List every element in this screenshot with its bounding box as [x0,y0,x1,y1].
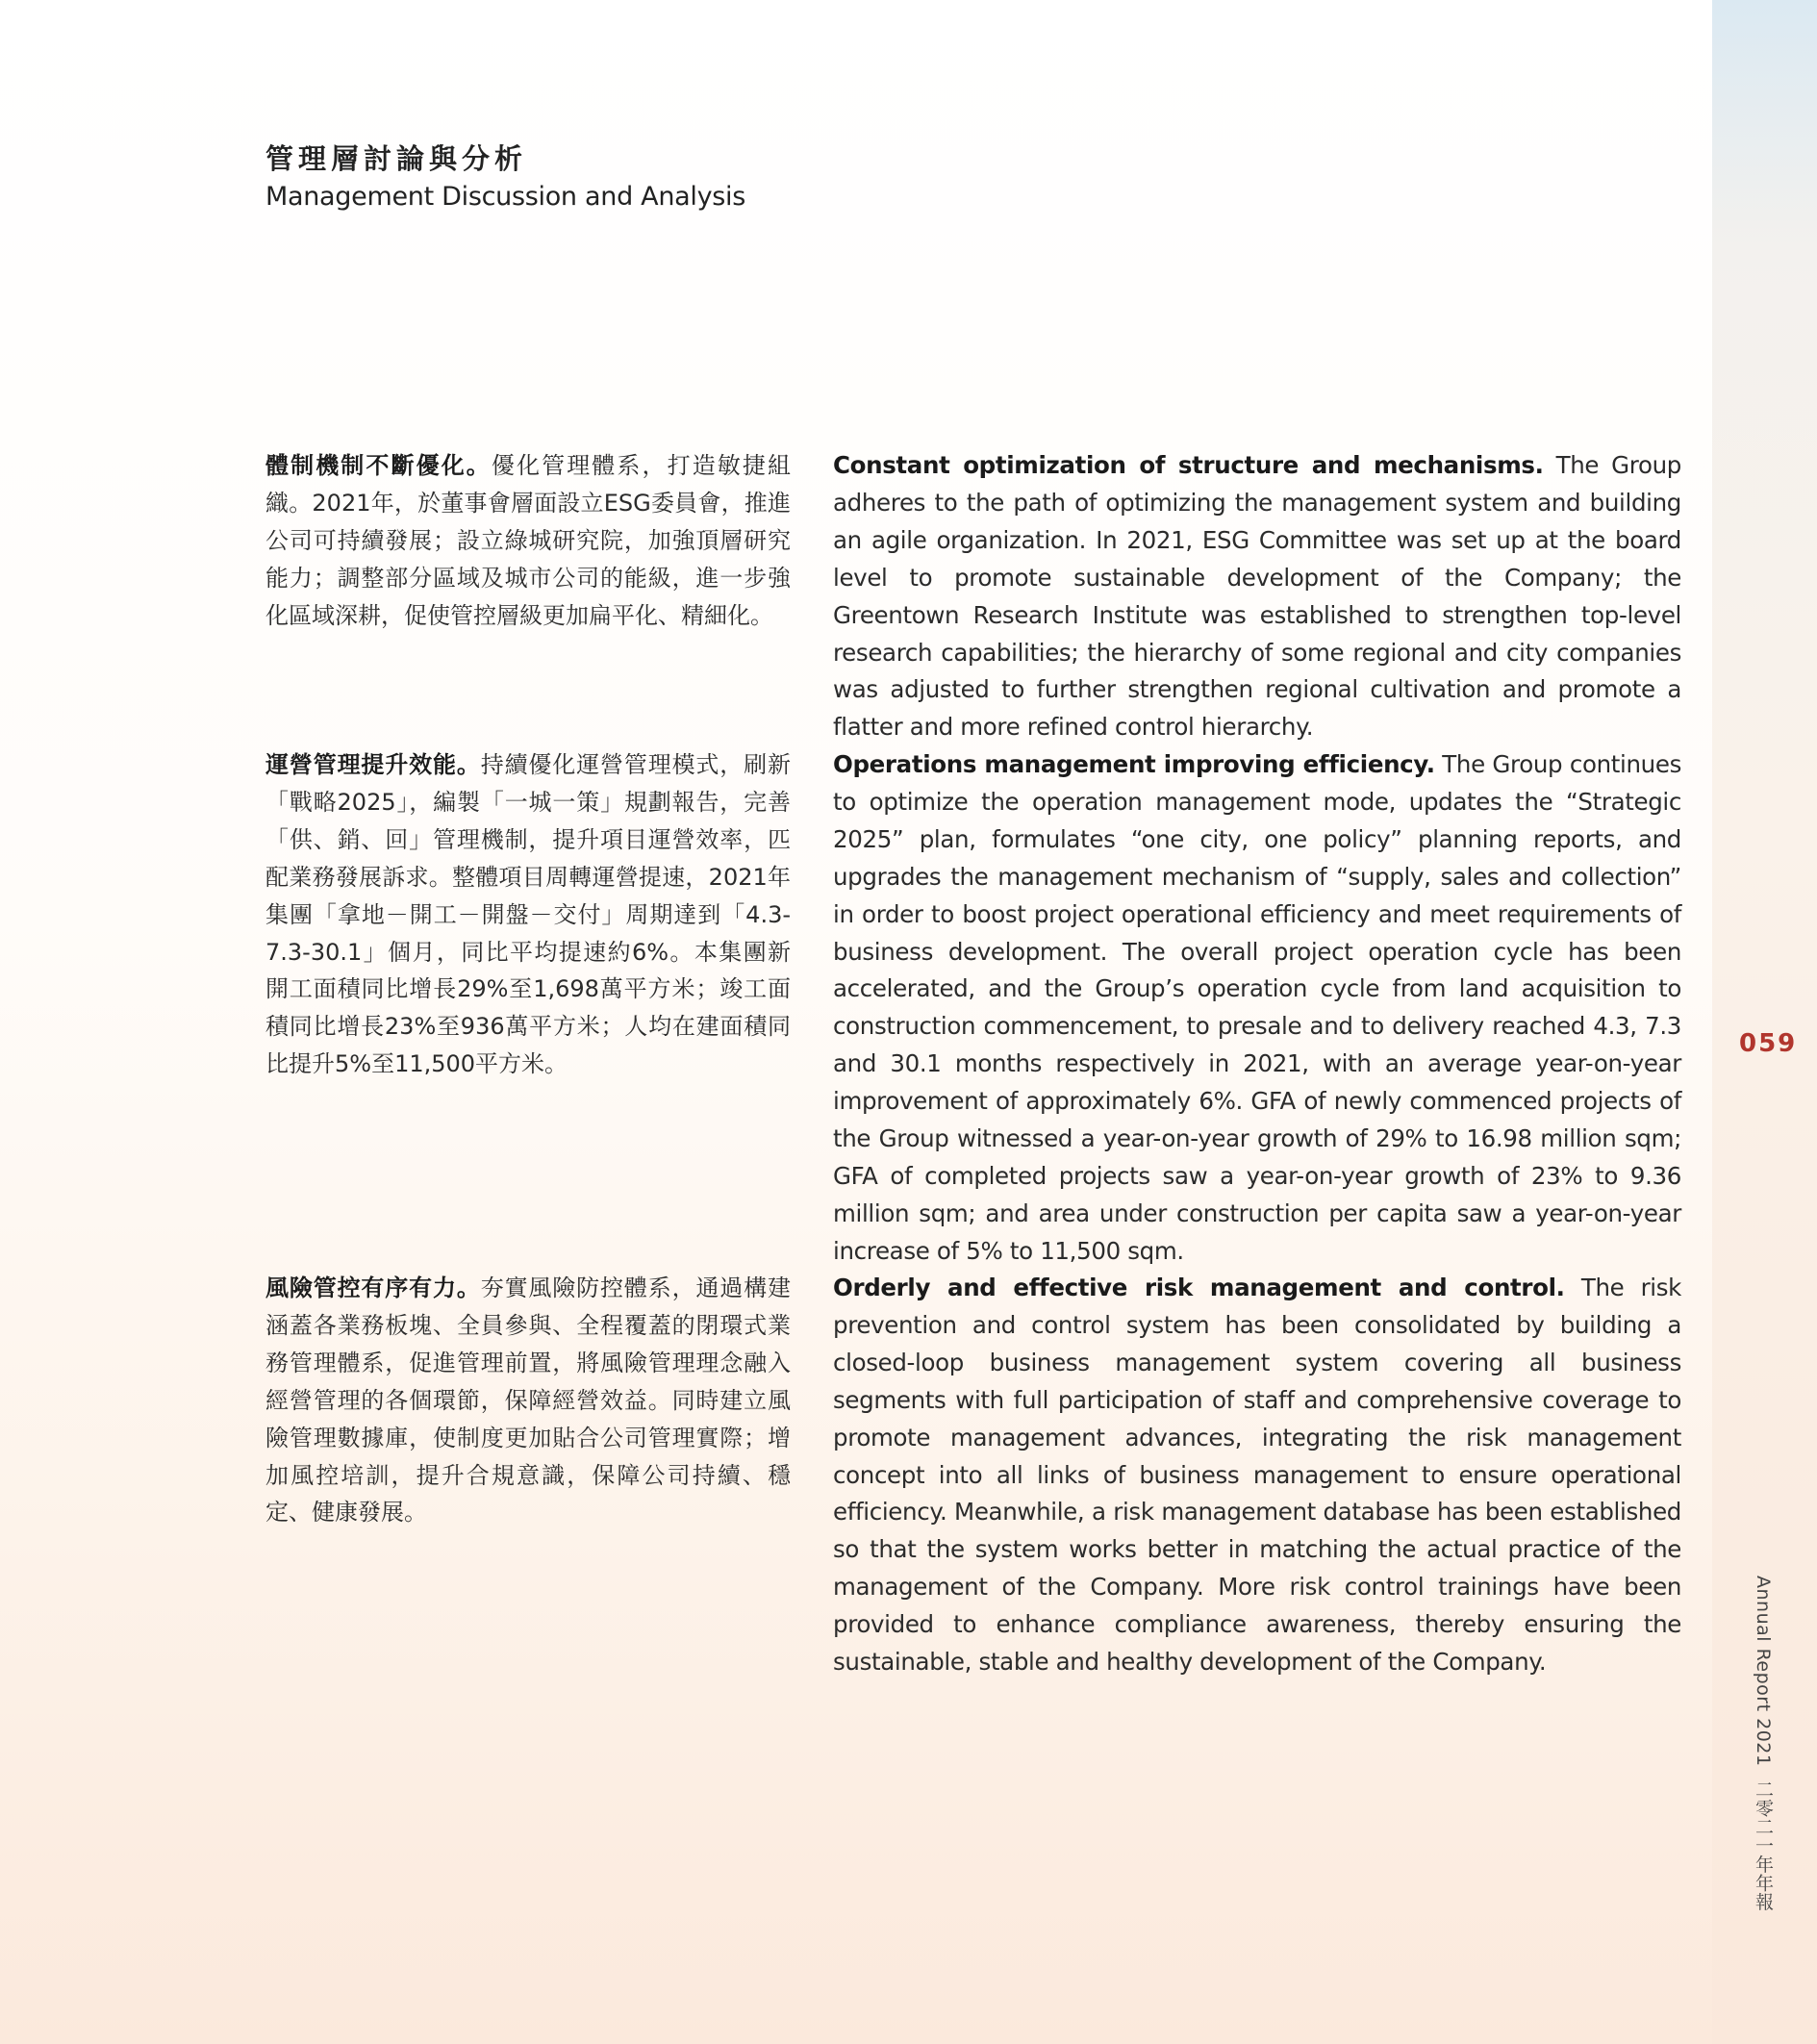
section-lead-en: Constant optimization of structure and mechanisms. [833,451,1544,479]
section-structure-zh [265,447,791,635]
section-body-zh: 夯實風險防控體系，通過構建涵蓋各業務板塊、全員參與、全程覆蓋的閉環式業務管理體系，促進管理前置，將風險管理理念融入經營管理的各個環節，保障經營效益。同時建立風險管理數據庫，使制度更加貼合公司管理實際；增加風控培訓，提升合規意識，保障公司持續、穩定、健康發展。 [265,1274,792,1527]
section-risk-en [833,1270,1681,1681]
section-body-zh: 持續優化運營管理模式，刷新「戰略2025」，編製「一城一策」規劃報告，完善「供、銷、回」管理機制，提升項目運營效率，匹配業務發展訴求。整體項目周轉運營提速，2021年集團「拿地－開工－開盤－交付」周期達到「4.3-7.3-30.1」個月，同比平均提速約6%。本集團新開工面積同比增長29%至1,698萬平方米；竣工面積同比增長23%至936萬平方米；人均在建面積同比提升5%至11,500平方米。 [265,751,792,1078]
section-body-en: The Group continues to optimize the operation management mode, updates the “Strategic 2025” plan, formulates “one city, one policy” planning reports, and upgrades the management mechanism of “supply, sales and collection” in order to boost project operational efficiency and meet requirements of business development. The overall project operation cycle has been accelerated, and the Group’s operation cycle from land acquisition to construction commencement, to presale and to delivery reached 4.3, 7.3 and 30.1 months respectively in 2021, with an average year-on-year improvement of approximately 6%. GFA of newly commenced projects of the Group witnessed a year-on-year growth of 29% to 16.98 million sqm; GFA of completed projects saw a year-on-year growth of 23% to 9.36 million sqm; and area under construction per capita saw a year-on-year increase of 5% to 11,500 sqm. [833,750,1681,1265]
section-operations-zh [265,746,791,1083]
page-header [265,139,745,214]
section-lead-zh: 風險管控有序有力。 [265,1274,481,1301]
section-structure-en [833,447,1681,746]
page-title-en: Management Discussion and Analysis [265,182,746,212]
section-risk-zh [265,1270,791,1531]
section-lead-en: Orderly and effective risk management and control. [833,1274,1565,1301]
page-title-zh: 管理層討論與分析 [265,142,528,175]
page-number: 059 [1739,1029,1798,1058]
section-lead-zh: 運營管理提升效能。 [265,751,481,778]
report-footer [1751,1576,1777,1911]
report-title-zh: 二零二一年年報 [1753,1779,1774,1911]
section-lead-zh: 體制機制不斷優化。 [265,452,492,479]
report-title-en: Annual Report 2021 [1753,1576,1774,1767]
section-body-en: The Group adheres to the path of optimizing the management system and building an agile organization. In 2021, ESG Committee was set up at the board level to promote sustainable development of the Company; the Greentown Research Institute was established to strengthen top-level research capabilities; the hierarchy of some regional and city companies was adjusted to further strengthen regional cultivation and promote a flatter and more refined control hierarchy. [833,451,1681,742]
section-lead-en: Operations management improving efficiency. [833,750,1435,778]
section-operations-en [833,746,1681,1271]
section-body-zh: 優化管理體系，打造敏捷組織。2021年，於董事會層面設立ESG委員會，推進公司可持續發展；設立綠城研究院，加強頂層研究能力；調整部分區域及城市公司的能級，進一步強化區域深耕，促使管控層級更加扁平化、精細化。 [265,452,792,629]
section-body-en: The risk prevention and control system has been consolidated by building a closed-loop business management system covering all business segments with full participation of staff and comprehensive coverage to promote management advances, integrating the risk management concept into all links of business management to ensure operational efficiency. Meanwhile, a risk management database has been established so that the system works better in matching the actual practice of the management of the Company. More risk control trainings have been provided to enhance compliance awareness, thereby ensuring the sustainable, stable and healthy development of the Company. [833,1274,1682,1677]
